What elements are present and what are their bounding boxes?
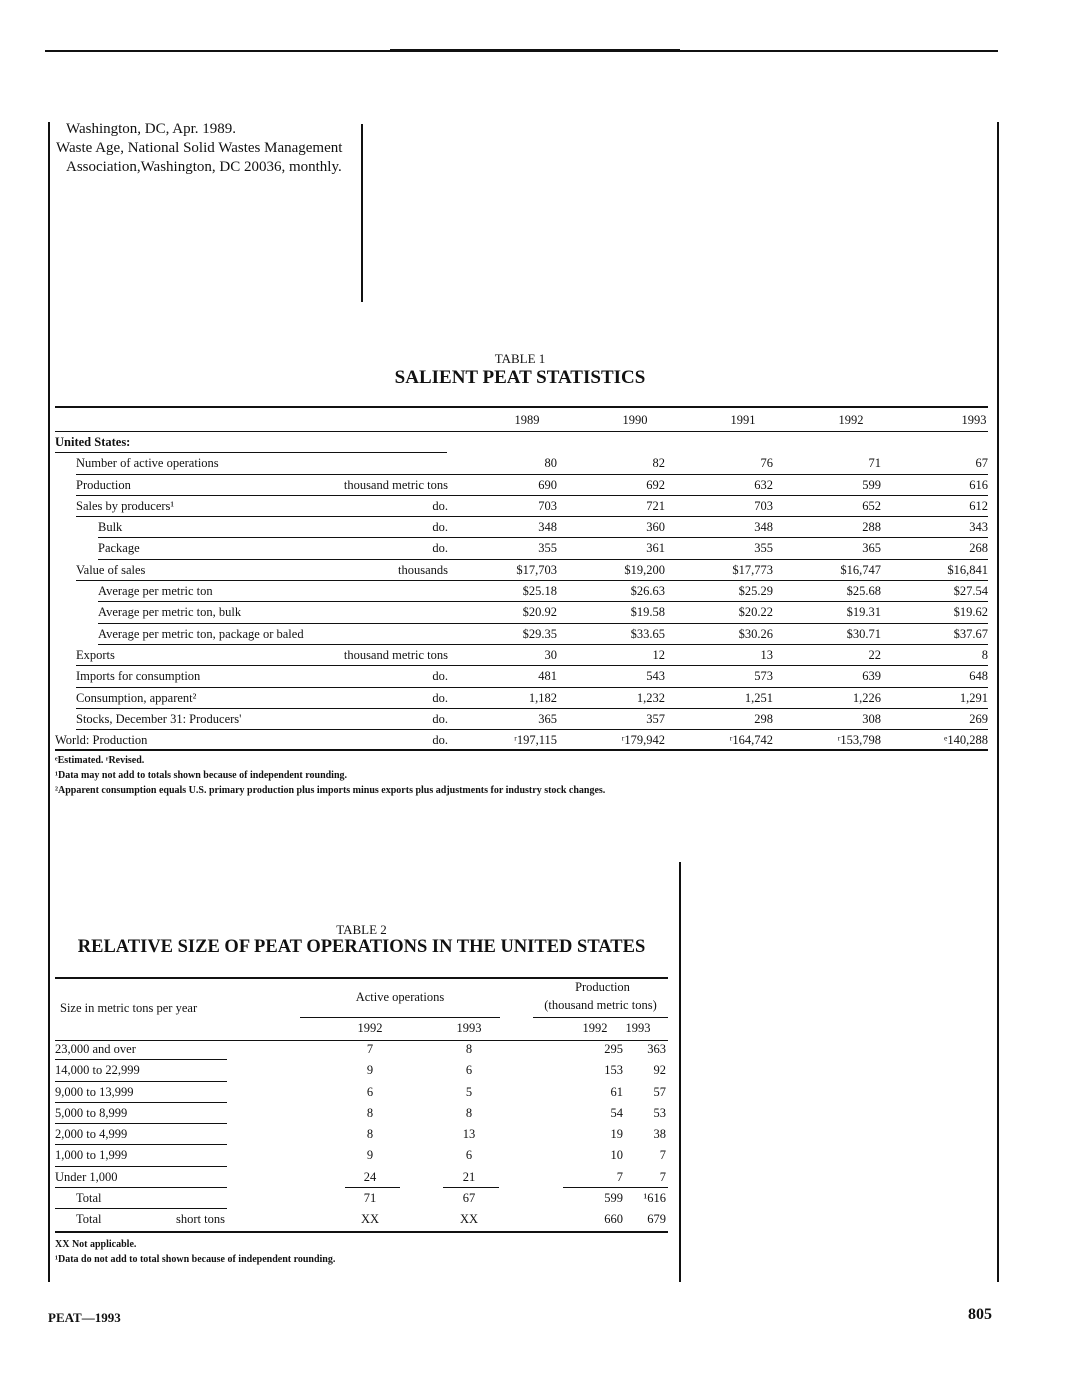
table1-footnote: ²Apparent consumption equals U.S. primary production plus imports minus exports plus adjustments for industry stock changes. xyxy=(55,785,606,796)
table1-year-header: 1990 xyxy=(622,413,648,427)
table1-value: $16,841 xyxy=(947,562,988,577)
table2-value: 8 xyxy=(465,1042,473,1056)
table2-value: 7 xyxy=(616,1169,623,1184)
table1-value: $29.35 xyxy=(522,626,557,641)
table2-header xyxy=(55,977,668,1039)
table1-value: 357 xyxy=(646,711,665,726)
table1-value: 67 xyxy=(975,456,988,471)
table2-value: 6 xyxy=(366,1084,374,1099)
table1-value: 298 xyxy=(754,711,773,726)
table2-row-label: Under 1,000 xyxy=(55,1169,118,1184)
table1-value: 632 xyxy=(754,477,773,492)
table2-value: 6 xyxy=(465,1148,473,1163)
table2-value: 8 xyxy=(366,1105,374,1120)
table2-label: TABLE 2 xyxy=(336,922,387,937)
table1-value: 22 xyxy=(868,647,881,662)
table1-value: ʳ164,742 xyxy=(729,733,773,748)
table2-value: 61 xyxy=(610,1084,623,1099)
table1-value: 365 xyxy=(538,711,557,726)
table2-group-production-unit: (thousand metric tons) xyxy=(544,998,657,1012)
table2-footnote: ¹Data do not add to total shown because of independent rounding. xyxy=(55,1254,336,1265)
table1-value: $26.63 xyxy=(630,584,665,599)
table2-row xyxy=(55,1039,668,1060)
table1-value: 30 xyxy=(544,647,557,662)
table1-row-unit: thousand metric tons xyxy=(343,647,448,662)
table1-row-label: World: Production xyxy=(55,733,148,748)
table1-row xyxy=(55,560,988,581)
table2-row xyxy=(55,1082,668,1103)
table1-value: 13 xyxy=(760,647,773,662)
table1-value: $33.65 xyxy=(630,626,665,641)
table2 xyxy=(55,977,668,1231)
table2-row xyxy=(55,1060,668,1081)
table2-value: 10 xyxy=(610,1148,623,1163)
table1-row xyxy=(55,453,988,474)
table2-row-label: Total xyxy=(76,1212,102,1227)
table2-total-row xyxy=(55,1209,668,1230)
table1-value: ʳ197,115 xyxy=(514,733,557,748)
table1-row xyxy=(55,496,988,517)
table1-value: 361 xyxy=(646,541,665,556)
table1-value: $19,200 xyxy=(624,562,665,577)
top-rule-thick xyxy=(390,49,680,52)
table1-value: 308 xyxy=(862,711,881,726)
table1-year-header: 1989 xyxy=(514,413,540,427)
group-rule xyxy=(533,1017,668,1018)
table1-value: 721 xyxy=(646,498,665,513)
table1-value: 348 xyxy=(754,520,773,535)
table1-value: $25.68 xyxy=(846,584,881,599)
table1-row-label: Average per metric ton xyxy=(98,584,213,599)
table1-value: 360 xyxy=(646,520,665,535)
table2-footnote: XX Not applicable. xyxy=(55,1239,137,1250)
table2-year-header: 1993 xyxy=(456,1021,482,1035)
table1-row-unit: do. xyxy=(432,520,448,535)
table1-value: 1,182 xyxy=(528,690,557,705)
right-margin-rule xyxy=(997,122,999,1282)
table2-value: 7 xyxy=(659,1169,666,1184)
table1-year-header: 1991 xyxy=(730,413,756,427)
table2-value: 8 xyxy=(366,1127,374,1142)
table1-row-label: Sales by producers¹ xyxy=(76,498,175,513)
table1-row-label: Production xyxy=(76,477,131,492)
table1-value: 343 xyxy=(969,520,988,535)
table1-value: 648 xyxy=(969,669,988,684)
table1-row-label: Value of sales xyxy=(76,562,146,577)
table1-value: 12 xyxy=(652,647,665,662)
table1-row-label: Bulk xyxy=(98,520,123,535)
table2-value: XX xyxy=(459,1212,479,1227)
table1-value: $37.67 xyxy=(953,626,988,641)
table1-year-header: 1993 xyxy=(961,413,987,427)
table2-value: 9 xyxy=(366,1148,374,1163)
table1-row-unit: do. xyxy=(432,541,448,556)
table2-value: 363 xyxy=(647,1042,666,1056)
footer-running-title: PEAT—1993 xyxy=(48,1310,121,1325)
table1-value: 599 xyxy=(862,477,881,492)
column-divider-lower xyxy=(679,862,681,1282)
table2-row-label: 9,000 to 13,999 xyxy=(55,1084,134,1099)
table1-row-unit: do. xyxy=(432,690,448,705)
table1-value: 690 xyxy=(538,477,557,492)
table1-value: $19.31 xyxy=(846,605,881,620)
table1-value: 639 xyxy=(862,669,881,684)
table1-row xyxy=(55,688,988,709)
table2-row-label: 5,000 to 8,999 xyxy=(55,1105,128,1120)
table1-value: $20.92 xyxy=(522,605,557,620)
table1-value: $25.29 xyxy=(738,584,773,599)
table2-row-label: 23,000 and over xyxy=(55,1042,136,1056)
table1-value: $30.71 xyxy=(846,626,881,641)
table2-value: ¹616 xyxy=(643,1191,666,1206)
table1-row xyxy=(55,581,988,602)
table2-value: 153 xyxy=(604,1063,623,1078)
table-bottom-rule xyxy=(55,1231,668,1233)
table1-value: $17,703 xyxy=(516,562,557,577)
left-margin-rule xyxy=(48,122,50,1282)
table1-row-label: Imports for consumption xyxy=(76,669,201,684)
table1-value: 481 xyxy=(538,669,557,684)
table1-value: ᵉ140,288 xyxy=(944,733,988,748)
table1-row-unit: do. xyxy=(432,733,448,748)
table2-group-active: Active operations xyxy=(355,990,445,1004)
table1-section-row xyxy=(55,432,988,453)
table2-value: 19 xyxy=(610,1127,623,1142)
table2-value: 71 xyxy=(363,1191,377,1206)
table1-value: $19.62 xyxy=(953,605,988,620)
table1-value: 269 xyxy=(969,711,988,726)
table2-value: 679 xyxy=(647,1212,666,1227)
table1-value: 348 xyxy=(538,520,557,535)
table1-row-unit: thousand metric tons xyxy=(343,477,448,492)
table2-value: 9 xyxy=(366,1063,374,1078)
table1-value: $20.22 xyxy=(738,605,773,620)
table1-row xyxy=(55,602,988,623)
table2-value: 21 xyxy=(462,1169,476,1184)
table1-value: 365 xyxy=(862,541,881,556)
table1-row-label: Average per metric ton, package or baled xyxy=(98,626,304,641)
table1-row xyxy=(55,517,988,538)
table1-row xyxy=(55,709,988,730)
table1-row xyxy=(55,538,988,559)
table2-value: 599 xyxy=(604,1191,623,1206)
page-number: 805 xyxy=(968,1306,992,1323)
table2-row-label: 14,000 to 22,999 xyxy=(55,1063,140,1078)
table2-value: 24 xyxy=(363,1169,377,1184)
table1-row xyxy=(55,666,988,687)
reference-entry: Washington, DC, Apr. 1989. xyxy=(66,121,237,137)
table2-value: 7 xyxy=(659,1148,666,1163)
table2-year-header: 1992 xyxy=(582,1021,608,1035)
table2-value: 92 xyxy=(653,1063,666,1078)
table1-value: 616 xyxy=(969,477,988,492)
table2-row-label: 2,000 to 4,999 xyxy=(55,1127,128,1142)
table1-value: 288 xyxy=(862,520,881,535)
table1-header xyxy=(55,406,988,432)
table1-value: 82 xyxy=(652,456,665,471)
table1-value: $19.58 xyxy=(630,605,665,620)
reference-list xyxy=(56,120,346,177)
table1-value: $17,773 xyxy=(732,562,773,577)
table1-value: 703 xyxy=(538,498,557,513)
table2-row xyxy=(55,1167,668,1188)
table2-size-header: Size in metric tons per year xyxy=(60,1001,198,1015)
table1-value: 573 xyxy=(754,669,773,684)
table1-value: 1,232 xyxy=(636,690,665,705)
table1-row xyxy=(55,645,988,666)
table1-row-label: Package xyxy=(98,541,140,556)
table2-row xyxy=(55,1145,668,1166)
table1-title: SALIENT PEAT STATISTICS xyxy=(394,367,646,388)
table1-row-label: Stocks, December 31: Producers' xyxy=(76,711,242,726)
table1-year-header: 1992 xyxy=(838,413,864,427)
column-divider-upper xyxy=(361,124,363,302)
table1-value: 652 xyxy=(862,498,881,513)
table2-value: 295 xyxy=(604,1042,623,1056)
table2-year-header: 1992 xyxy=(357,1021,383,1035)
reference-entry: Waste Age, National Solid Wastes Management Association,Washington, DC 20036, monthly. xyxy=(56,140,343,175)
table1-value: 355 xyxy=(538,541,557,556)
table2-value: 660 xyxy=(604,1212,623,1227)
table1-footnote: ¹Data may not add to totals shown because of independent rounding. xyxy=(55,770,348,781)
table1-row xyxy=(55,475,988,496)
table1-value: 612 xyxy=(969,498,988,513)
table2-value: XX xyxy=(360,1212,380,1227)
table1-value: 268 xyxy=(969,541,988,556)
table1-value: ʳ153,798 xyxy=(837,733,881,748)
table2-value: 53 xyxy=(653,1105,666,1120)
table1-value: $25.18 xyxy=(522,584,557,599)
table2-value: 5 xyxy=(465,1084,473,1099)
table2-row-label: 1,000 to 1,999 xyxy=(55,1148,128,1163)
table1-value: 1,251 xyxy=(744,690,773,705)
table1-value: $27.54 xyxy=(953,584,988,599)
table2-group-production: Production xyxy=(575,980,630,994)
row-rule xyxy=(55,749,988,751)
table1-value: 692 xyxy=(646,477,665,492)
table2-value: 8 xyxy=(465,1105,473,1120)
table1-row-unit: do. xyxy=(432,711,448,726)
table1-row-label: Average per metric ton, bulk xyxy=(98,605,242,620)
table1-value: 355 xyxy=(754,541,773,556)
table1-value: $30.26 xyxy=(738,626,773,641)
table1-row-unit: thousands xyxy=(398,562,448,577)
table1-value: 543 xyxy=(646,669,665,684)
table1-row-unit: do. xyxy=(432,669,448,684)
table1-row-label: Consumption, apparent² xyxy=(76,690,197,705)
table1-value: 71 xyxy=(868,456,881,471)
table1-section-label: United States: xyxy=(55,435,131,449)
table2-value: 7 xyxy=(366,1042,374,1056)
table1-value: 1,291 xyxy=(959,690,988,705)
table2-value: 57 xyxy=(653,1084,666,1099)
table1-value: 80 xyxy=(544,456,557,471)
table1-value: ʳ179,942 xyxy=(621,733,665,748)
table2-value: 54 xyxy=(610,1105,623,1120)
table2-row-label: Total xyxy=(76,1191,102,1206)
table1-row-label: Number of active operations xyxy=(76,456,219,471)
table2-row-unit: short tons xyxy=(176,1212,225,1227)
table1-value: $16,747 xyxy=(840,562,881,577)
table2-value: 13 xyxy=(462,1127,476,1142)
table1 xyxy=(55,406,988,751)
table1-row xyxy=(55,624,988,645)
table1-row-label: Exports xyxy=(76,647,115,662)
table2-title: RELATIVE SIZE OF PEAT OPERATIONS IN THE UNITED STATES xyxy=(77,937,646,957)
table2-value: 6 xyxy=(465,1063,473,1078)
table1-footnote: ᵉEstimated. ʳRevised. xyxy=(55,755,145,766)
group-rule xyxy=(300,1017,500,1018)
table1-row-unit: do. xyxy=(432,498,448,513)
table2-row xyxy=(55,1124,668,1145)
table2-year-header: 1993 xyxy=(625,1021,651,1035)
table2-total-row xyxy=(55,1188,668,1209)
table1-value: 1,226 xyxy=(852,690,881,705)
table2-row xyxy=(55,1103,668,1124)
table1-value: 703 xyxy=(754,498,773,513)
table1-row xyxy=(55,730,988,751)
table2-value: 38 xyxy=(653,1127,666,1142)
table1-value: 8 xyxy=(981,647,988,662)
table1-value: 76 xyxy=(760,456,773,471)
table1-label: TABLE 1 xyxy=(494,351,546,366)
table2-value: 67 xyxy=(462,1191,476,1206)
